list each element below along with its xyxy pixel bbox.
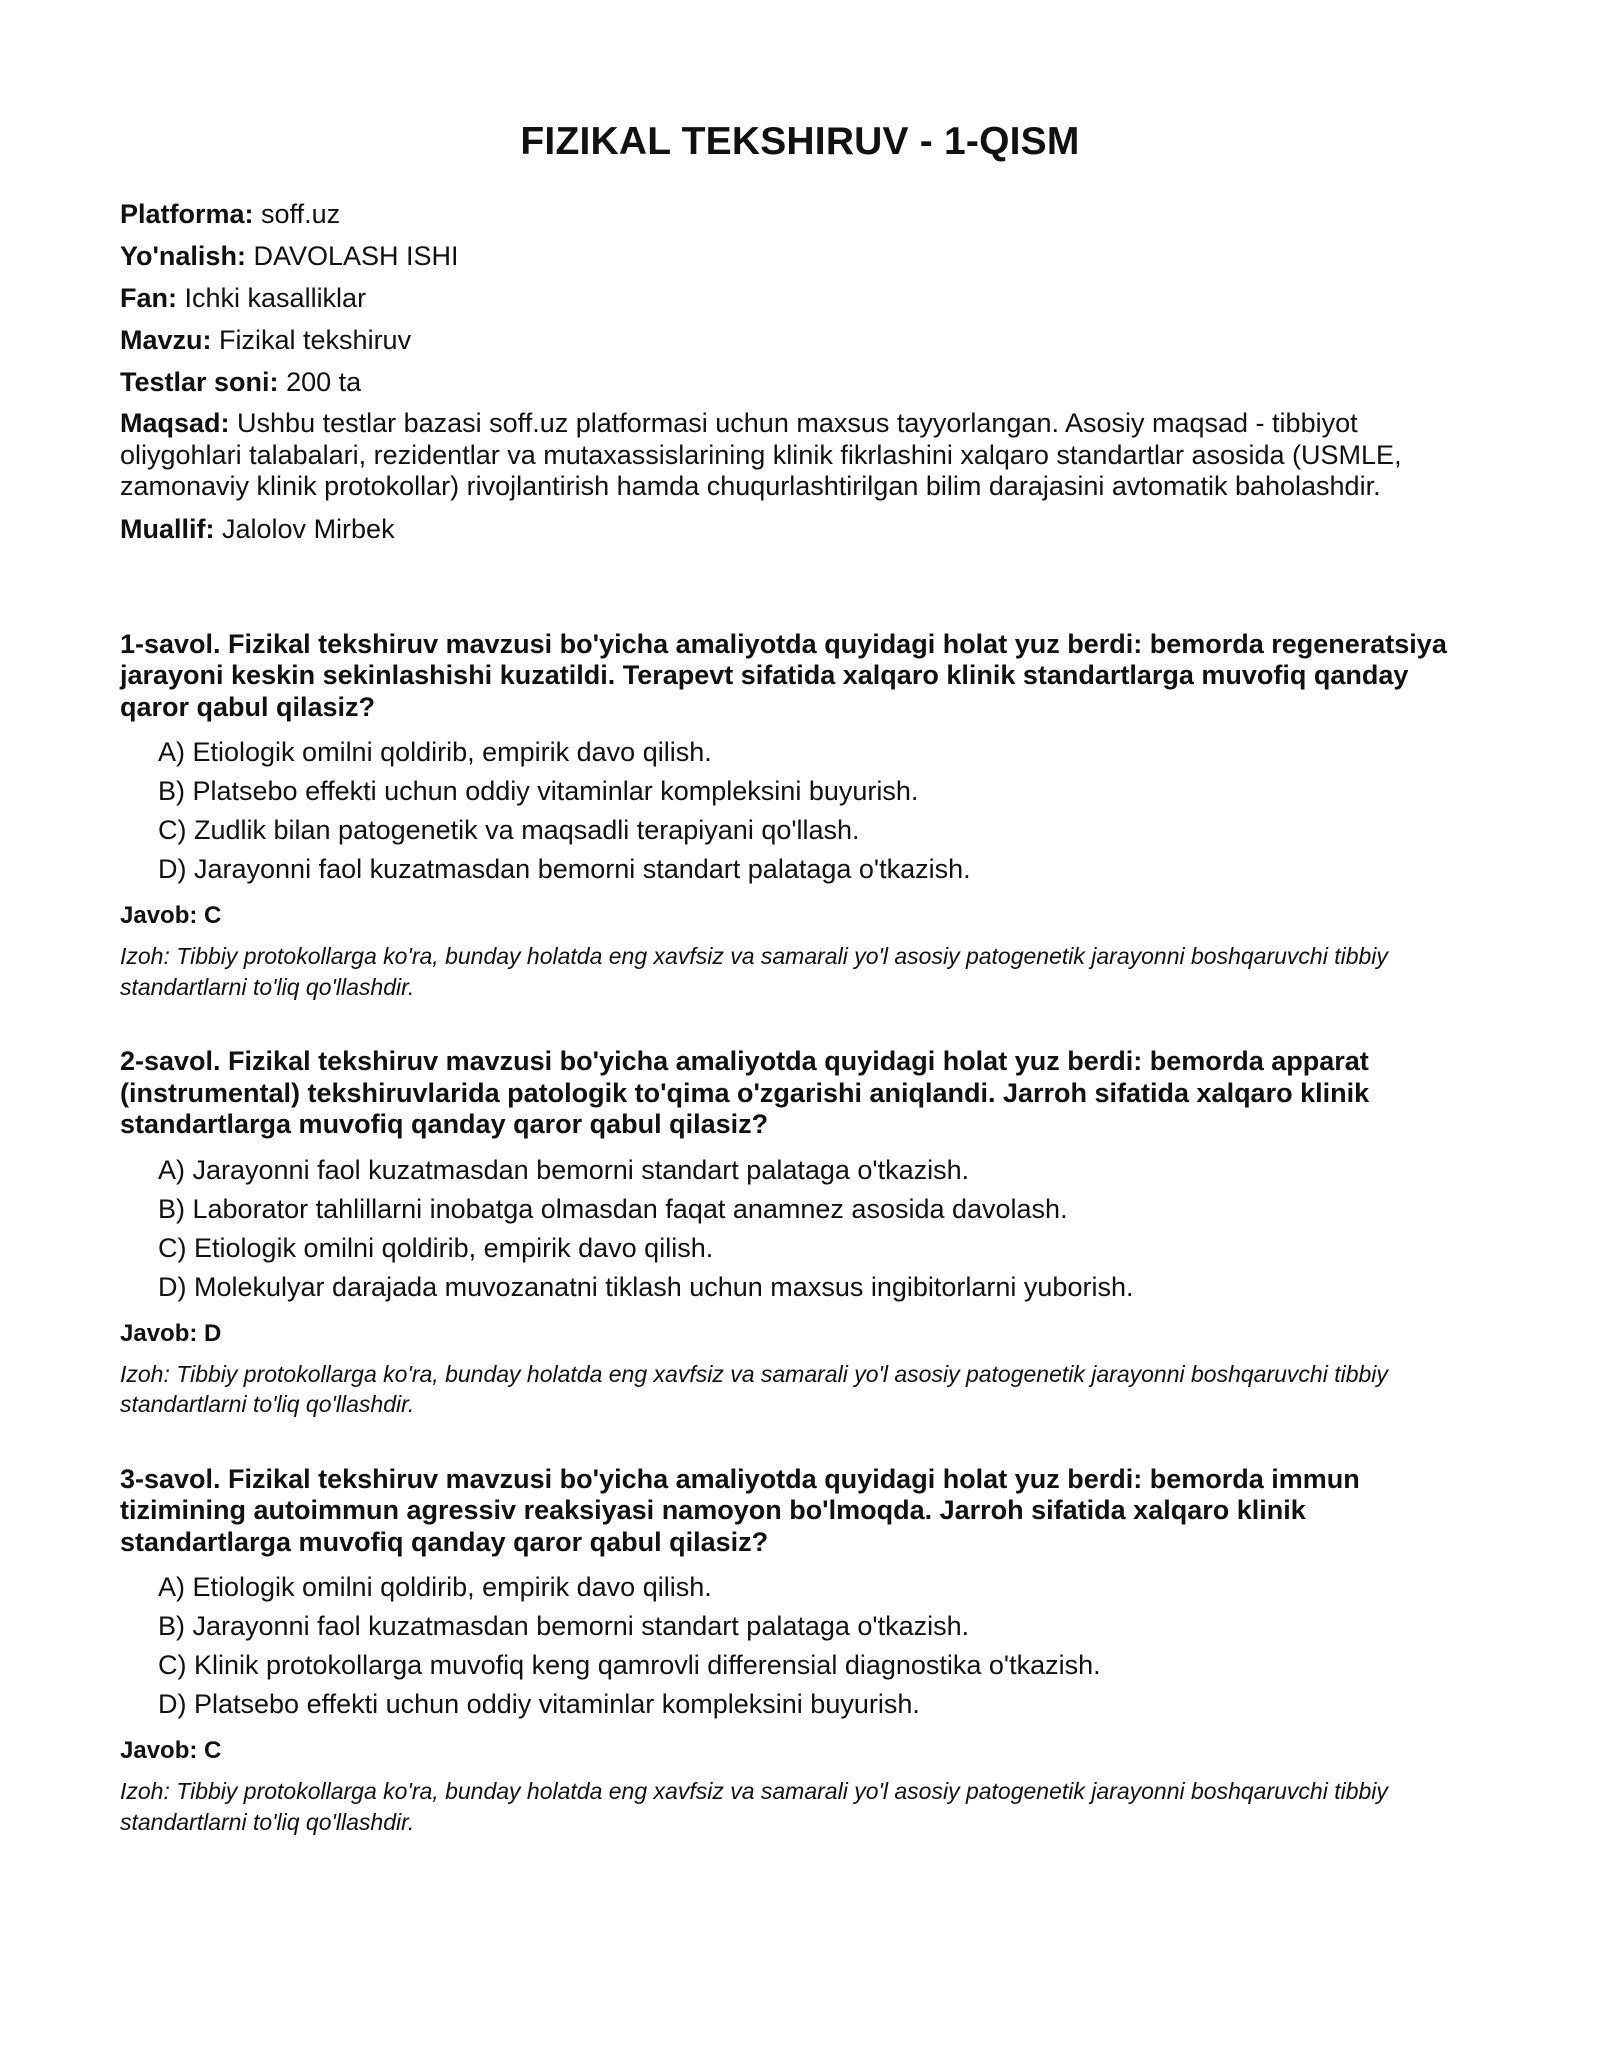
option-a: A) Etiologik omilni qoldirib, empirik davo qilish. [158,1572,712,1602]
meta-purpose [120,408,1480,503]
question-list [120,629,1480,1838]
question-2 [120,1046,1480,1420]
option-c: C) Etiologik omilni qoldirib, empirik davo qilish. [158,1232,714,1263]
meta-value: 200 ta [286,367,362,397]
meta-value: Fizikal tekshiruv [219,325,412,355]
meta-value: Ushbu testlar bazasi soff.uz platformasi uchun maxsus tayyorlangan. Asosiy maqsad - tibbiyot oliygohlari talabalari, rezidentlar va mutaxassislarining klinik fikrlashini xalqaro standartlar asosida (USMLE, zamonaviy klinik protokollar) rivojlantirish hamda chuqurlashtirilgan bilim darajasini avtomatik baholashdir. [120,408,1402,501]
meta-subject [120,282,1480,314]
correct-answer: Javob: C [120,902,222,929]
meta-value: Ichki kasalliklar [184,283,367,313]
question-1 [120,629,1480,1003]
correct-answer: Javob: C [120,1737,222,1764]
answer-options [120,1568,1480,1724]
explanation-note: Izoh: Tibbiy protokollarga ko'ra, bunday holatda eng xavfsiz va samarali yo'l asosiy patogenetik jarayonni boshqaruvchi tibbiy standartlarni to'liq qo'llashdir. [120,1778,1388,1835]
meta-label: Fan: [120,283,177,313]
meta-label: Platforma: [120,199,254,229]
meta-value: Jalolov Mirbek [222,513,395,544]
option-a: A) Etiologik omilni qoldirib, empirik davo qilish. [158,737,712,767]
meta-topic [120,324,1480,356]
explanation-note: Izoh: Tibbiy protokollarga ko'ra, bunday holatda eng xavfsiz va samarali yo'l asosiy patogenetik jarayonni boshqaruvchi tibbiy standartlarni to'liq qo'llashdir. [120,943,1388,1000]
option-d: D) Jarayonni faol kuzatmasdan bemorni standart palataga o'tkazish. [158,854,971,884]
question-3 [120,1464,1480,1838]
option-b: B) Platsebo effekti uchun oddiy vitaminlar kompleksini buyurish. [158,776,919,806]
meta-label: Maqsad: [120,408,230,438]
option-a: A) Jarayonni faol kuzatmasdan bemorni standart palataga o'tkazish. [158,1154,970,1185]
option-d: D) Molekulyar darajada muvozanatni tiklash uchun maxsus ingibitorlarni yuborish. [158,1271,1134,1302]
document-meta [120,198,1480,545]
meta-value: DAVOLASH ISHI [253,241,459,271]
meta-test-count [120,366,1480,398]
question-text: 1-savol. Fizikal tekshiruv mavzusi bo'yicha amaliyotda quyidagi holat yuz berdi: bemorda regeneratsiya jarayoni keskin sekinlashishi kuzatildi. Terapevt sifatida xalqaro klinik standartlarga muvofiq qanday qaror qabul qilasiz? [120,628,1447,722]
document-title: FIZIKAL TEKSHIRUV - 1-QISM [520,120,1080,163]
option-c: C) Klinik protokollarga muvofiq keng qamrovli differensial diagnostika o'tkazish. [158,1650,1101,1680]
correct-answer: Javob: D [120,1319,222,1347]
question-text: 3-savol. Fizikal tekshiruv mavzusi bo'yicha amaliyotda quyidagi holat yuz berdi: bemorda immun tizimining autoimmun agressiv reaksiyasi namoyon bo'lmoqda. Jarroh sifatida xalqaro klinik standartlarga muvofiq qanday qaror qabul qilasiz? [120,1463,1360,1557]
meta-label: Testlar soni: [120,367,279,397]
option-b: B) Laborator tahlillarni inobatga olmasdan faqat anamnez asosida davolash. [158,1193,1068,1224]
meta-label: Yo'nalish: [120,241,246,271]
meta-label: Mavzu: [120,325,212,355]
meta-author [120,513,1480,545]
meta-direction [120,240,1480,272]
meta-platform [120,198,1480,230]
explanation-note: Izoh: Tibbiy protokollarga ko'ra, bunday holatda eng xavfsiz va samarali yo'l asosiy patogenetik jarayonni boshqaruvchi tibbiy standartlarni to'liq qo'llashdir. [120,1360,1388,1417]
option-b: B) Jarayonni faol kuzatmasdan bemorni standart palataga o'tkazish. [158,1611,970,1641]
option-d: D) Platsebo effekti uchun oddiy vitaminlar kompleksini buyurish. [158,1689,920,1719]
option-c: C) Zudlik bilan patogenetik va maqsadli terapiyani qo'llash. [158,815,860,845]
answer-options [120,733,1480,889]
question-text: 2-savol. Fizikal tekshiruv mavzusi bo'yicha amaliyotda quyidagi holat yuz berdi: bemorda apparat (instrumental) tekshiruvlarida patologik to'qima o'zgarishi aniqlandi. Jarroh sifatida xalqaro klinik standartlarga muvofiq qanday qaror qabul qilasiz? [120,1046,1370,1139]
meta-value: soff.uz [261,199,341,229]
answer-options [120,1151,1480,1307]
meta-label: Muallif: [120,513,215,544]
